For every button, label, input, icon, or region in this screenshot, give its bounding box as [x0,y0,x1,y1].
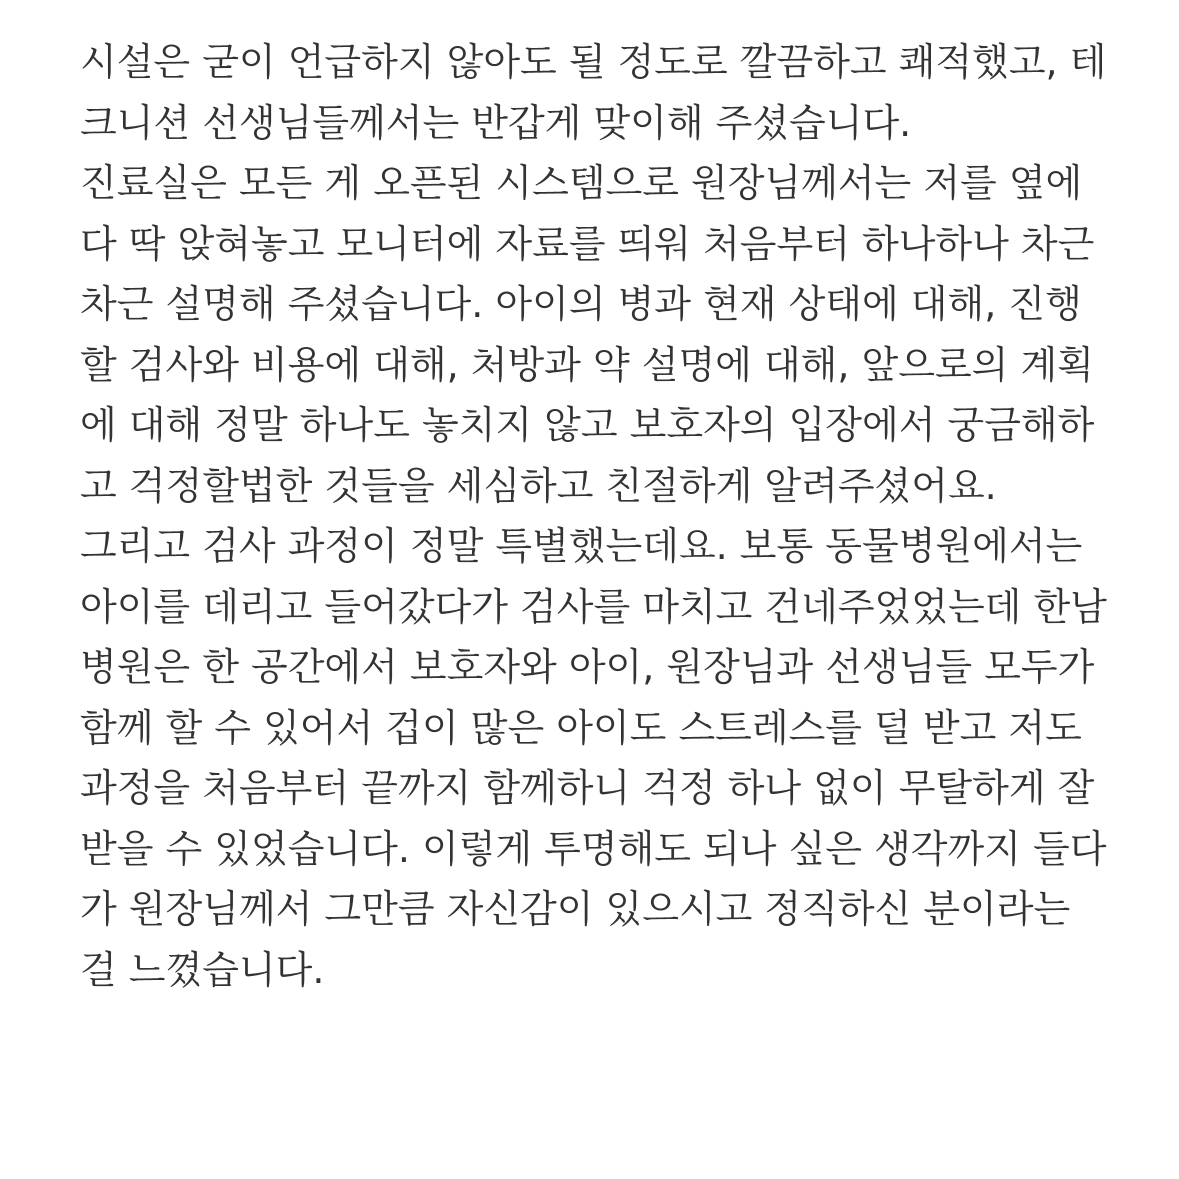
review-line: 병원은 한 공간에서 보호자와 아이, 원장님과 선생님들 모두가 [80,645,1095,689]
review-line: 에 대해 정말 하나도 놓치지 않고 보호자의 입장에서 궁금해하 [80,403,1095,447]
review-line: 그리고 검사 과정이 정말 특별했는데요. 보통 동물병원에서는 [80,524,1083,568]
review-line: 크니션 선생님들께서는 반갑게 맞이해 주셨습니다. [80,100,912,145]
review-line: 진료실은 모든 게 오픈된 시스템으로 원장님께서는 저를 옆에 [80,161,1083,205]
review-line: 가 원장님께서 그만큼 자신감이 있으시고 정직하신 분이라는 [80,887,1071,931]
review-line: 차근 설명해 주셨습니다. 아이의 병과 현재 상태에 대해, 진행 [80,282,1082,326]
review-line: 시설은 굳이 언급하지 않아도 될 정도로 깔끔하고 쾌적했고, 테 [80,40,1107,84]
review-line: 받을 수 있었습니다. 이렇게 투명해도 되나 싶은 생각까지 들다 [80,826,1107,871]
review-line: 과정을 처음부터 끝까지 함께하니 걱정 하나 없이 무탈하게 잘 [80,766,1095,810]
review-line: 함께 할 수 있어서 겁이 많은 아이도 스트레스를 덜 받고 저도 [80,705,1082,750]
review-text-block [80,32,1120,1000]
review-line: 다 딱 앉혀놓고 모니터에 자료를 띄워 처음부터 하나하나 차근 [80,221,1095,266]
review-line: 아이를 데리고 들어갔다가 검사를 마치고 건네주었었는데 한남 [80,584,1107,629]
review-line: 고 걱정할법한 것들을 세심하고 친절하게 알려주셨어요. [80,463,997,508]
review-line: 걸 느꼈습니다. [80,947,325,992]
review-line: 할 검사와 비용에 대해, 처방과 약 설명에 대해, 앞으로의 계획 [80,342,1094,387]
